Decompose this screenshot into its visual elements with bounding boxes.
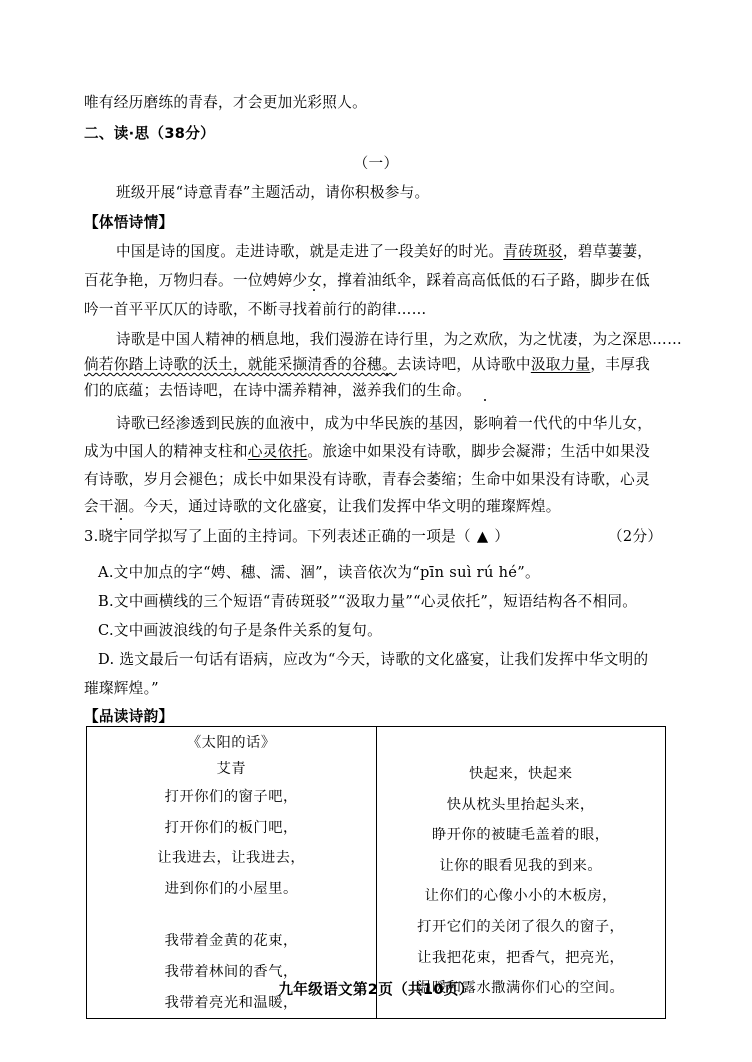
poem-line: 我带着亮光和温暖， [164, 994, 298, 1011]
poem-line: 快起来，快起来 [468, 766, 573, 782]
underlined-phrase-jiqu: 汲取力量 [530, 356, 591, 373]
p1-line3: 吟一首平平仄仄的诗歌，不断寻找着前行的韵律…… [84, 301, 427, 318]
poem-line: 让我进去，让我进去， [157, 850, 306, 867]
poem-title: 《太阳的话》 [186, 735, 276, 751]
question-3-stem [84, 527, 509, 547]
poem-line: 我带着金黄的花束， [164, 933, 298, 950]
underlined-phrase-xinling: 心灵依托 [247, 443, 308, 460]
stanza-gap [87, 904, 376, 926]
p2-line3: 们的底蕴；去悟诗吧，在诗中濡养精神，滋养我们的生命。 [84, 382, 472, 399]
poem-line: 打开它们的关闭了很久的窗子， [417, 918, 625, 935]
underlined-phrase-qingzhuan: 青砖斑驳 [503, 243, 563, 260]
answer-blank-triangle: ▲ [476, 528, 489, 545]
p1-line1-text-b: ，碧草萋萋， [562, 243, 653, 260]
emphasis-dot-he [120, 518, 122, 520]
emphasis-dot-ru [484, 399, 486, 401]
poem-line: 让我把花束，把香气，把亮光， [417, 949, 625, 966]
option-c: C.文中画波浪线的句子是条件关系的复句。 [98, 622, 382, 639]
p3-line3: 有诗歌，岁月会褪色；成长中如果没有诗歌，青春会萎缩；生命中如果没有诗歌，心灵 [84, 471, 650, 488]
poem-line: 快从枕头里抬起头来， [446, 796, 595, 813]
block-title-tiwu: 【体悟诗情】 [84, 214, 174, 231]
poem-line: 让你们的心像小小的木板房， [424, 888, 617, 905]
option-a: A.文中加点的字“娉、穗、濡、涸”，读音依次为“pīn suì rú hé”。 [98, 564, 540, 581]
intro-tail-line: 唯有经历磨练的青春，才会更加光彩照人。 [84, 94, 367, 111]
poem-table [86, 726, 666, 1019]
question-stem-close: ） [494, 528, 510, 545]
block-title-pindu: 【品读诗韵】 [84, 708, 174, 725]
section-heading: 二、读·思（38分） [84, 125, 216, 142]
wavy-sentence: 倘若你踏上诗歌的沃土，就能采撷清香的谷穗。 [84, 356, 397, 373]
poem-line: 睁开你的被睫毛盖着的眼， [431, 827, 610, 844]
option-d-cont: 璀璨辉煌。” [84, 680, 159, 697]
poem-line: 打开你们的板门吧， [164, 819, 298, 836]
part-number: （一） [353, 155, 399, 172]
poem-line: 进到你们的小屋里。 [164, 880, 298, 897]
option-b: B.文中画横线的三个短语“青砖斑驳”“汲取力量”“心灵依托”，短语结构各不相同。 [98, 593, 638, 610]
poem-line: 我带着林间的香气， [164, 963, 298, 980]
poem-line: 打开你们的窗子吧， [164, 789, 298, 805]
p3-line1: 诗歌已经渗透到民族的血液中，成为中华民族的基因，影响着一代代的中华儿女， [116, 415, 653, 432]
p2-line2-text-b: ，丰厚我 [590, 356, 650, 373]
poem-line: 让你的眼看见我的到来。 [439, 857, 603, 874]
poem-author: 艾青 [216, 761, 247, 777]
page-footer: 九年级语文第2页（共10页） [278, 981, 474, 998]
p2-line1: 诗歌是中国人精神的栖息地，我们漫游在诗行里，为之欢欣，为之忧凄，为之深思…… [116, 331, 682, 348]
poem-right-column [376, 727, 666, 1019]
p3-line4: 会干涸。今天，通过诗歌的文化盛宴，让我们发挥中华文明的璀璨辉煌。 [84, 498, 561, 515]
p1-line1 [116, 242, 652, 262]
activity-intro: 班级开展“诗意青春”主题活动，请你积极参与。 [116, 184, 430, 201]
p2-line2 [84, 355, 650, 375]
poem-left-column [87, 727, 377, 1019]
question-score: （2分） [608, 528, 663, 545]
p3-line2-text-b: 。旅途中如果没有诗歌，脚步会凝滞；生活中如果没 [307, 443, 650, 460]
p2-line2-text-a: 去读诗吧，从诗歌中 [396, 356, 531, 373]
p1-line2: 百花争艳，万物归春。一位娉婷少女，撑着油纸伞，踩着高高低低的石子路，脚步在低 [84, 272, 650, 289]
option-d: D. 选文最后一句话有语病，应改为“今天，诗歌的文化盛宴，让我们发挥中华文明的 [98, 651, 649, 668]
poem-line: 温暖和露水撒满你们心的空间。 [417, 980, 625, 997]
question-stem-text: 3.晓宇同学拟写了上面的主持词。下列表述正确的一项是（ [84, 528, 471, 545]
p1-line1-text-a: 中国是诗的国度。走进诗歌，就是走进了一段美好的时光。 [116, 243, 504, 260]
p3-line2-text-a: 成为中国人的精神支柱和 [84, 443, 248, 460]
p3-line2 [84, 442, 650, 462]
